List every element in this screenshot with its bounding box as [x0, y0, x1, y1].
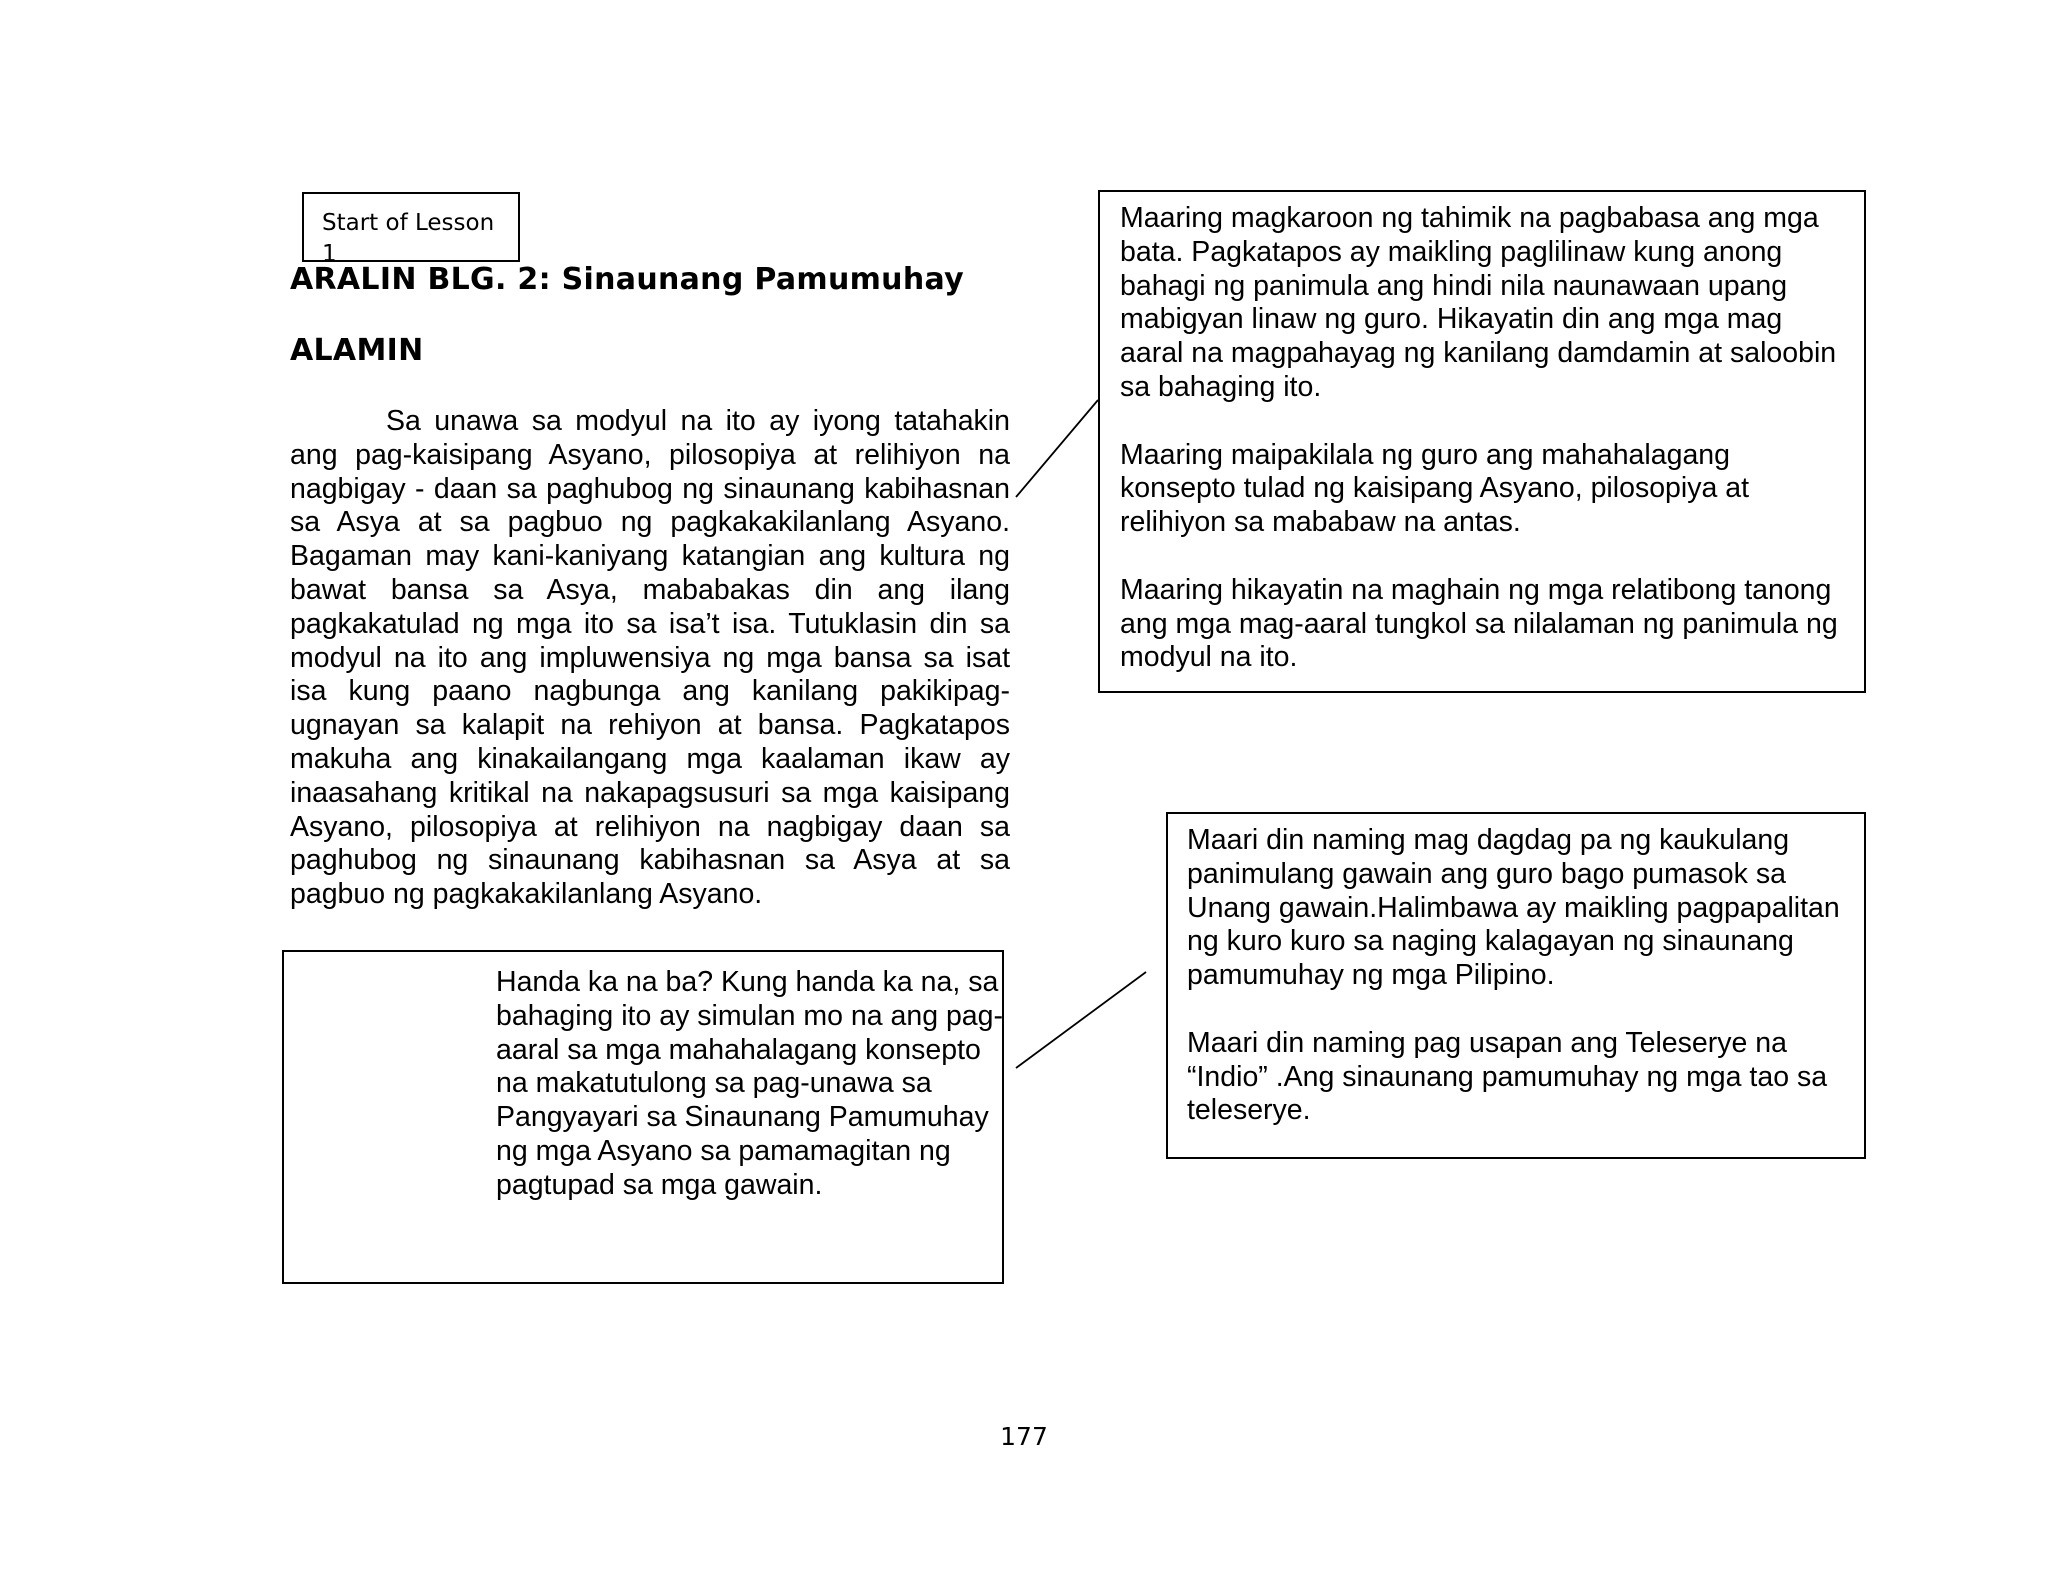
- start-of-lesson-label: [302, 192, 520, 262]
- teacher-note-box-2: [1166, 812, 1866, 1159]
- section-heading: ALAMIN: [290, 333, 424, 368]
- teacher-note-2-paragraph: Maari din naming mag dagdag pa ng kaukulang panimulang gawain ang guro bago pumasok sa Unang gawain.Halimbawa ay maikling pagpapalitan ng kuro kuro sa naging kalagayan ng sinaunang pamumuhay ng mga Pilipino.: [1187, 824, 1840, 992]
- teacher-note-box-1: [1098, 190, 1866, 693]
- teacher-note-1-paragraph: Maaring magkaroon ng tahimik na pagbabasa ang mga bata. Pagkatapos ay maikling paglilinaw kung anong bahagi ng panimula ang hindi nila naunawaan upang mabigyan linaw ng guro. Hikayatin din ang mga mag aaral na magpahayag ng kanilang damdamin at saloobin sa bahaging ito.: [1120, 202, 1837, 403]
- connector-line-bottom: [1016, 972, 1146, 1068]
- intro-paragraph: Sa unawa sa modyul na ito ay iyong tatahakin ang pag-kaisipang Asyano, pilosopiya at relihiyon na nagbigay - daan sa paghubog ng sinaunang kabihasnan sa Asya at sa pagbuo ng pagkakakilanlang Asyano. Bagaman may kani-kaniyang katangian ang kultura ng bawat bansa sa Asya, mababakas din ang ilang pagkakatulad ng mga ito sa isa’t isa. Tutuklasin din sa modyul na ito ang impluwensiya ng mga bansa sa isat isa kung paano nagbunga ang kanilang pakikipag-ugnayan sa kalapit na rehiyon at bansa. Pagkatapos makuha ang kinakailangang mga kaalaman ikaw ay inaasahang kritikal na nakapagsusuri sa mga kaisipang Asyano, pilosopiya at relihiyon na nagbigay daan sa paghubog ng sinaunang kabihasnan sa Asya at sa pagbuo ng pagkakakilanlang Asyano.: [290, 405, 1010, 911]
- teacher-note-2-paragraph: Maari din naming pag usapan ang Teleserye na “Indio” .Ang sinaunang pamumuhay ng mga tao sa teleserye.: [1187, 1026, 1828, 1127]
- page-number: 177: [1000, 1422, 1048, 1451]
- lesson-label-number: 1: [322, 240, 337, 262]
- teacher-note-1-paragraph: Maaring hikayatin na maghain ng mga relatibong tanong ang mga mag-aaral tungkol sa nilalaman ng panimula ng modyul na ito.: [1120, 573, 1838, 674]
- speech-box-text: Handa ka na ba? Kung handa ka na, sa bahaging ito ay simulan mo na ang pag-aaral sa mga mahahalagang konsepto na makatutulong sa pag-unawa sa Pangyayari sa Sinaunang Pamumuhay ng mga Asyano sa pamamagitan ng pagtupad sa mga gawain.: [496, 966, 1004, 1201]
- connector-line-top: [1016, 400, 1098, 497]
- teacher-note-1-paragraph: Maaring maipakilala ng guro ang mahahalagang konsepto tulad ng kaisipang Asyano, pilosopiya at relihiyon sa mababaw na antas.: [1120, 438, 1750, 539]
- lesson-label-text: Start of Lesson: [322, 210, 495, 236]
- lesson-title: ARALIN BLG. 2: Sinaunang Pamumuhay: [290, 262, 964, 297]
